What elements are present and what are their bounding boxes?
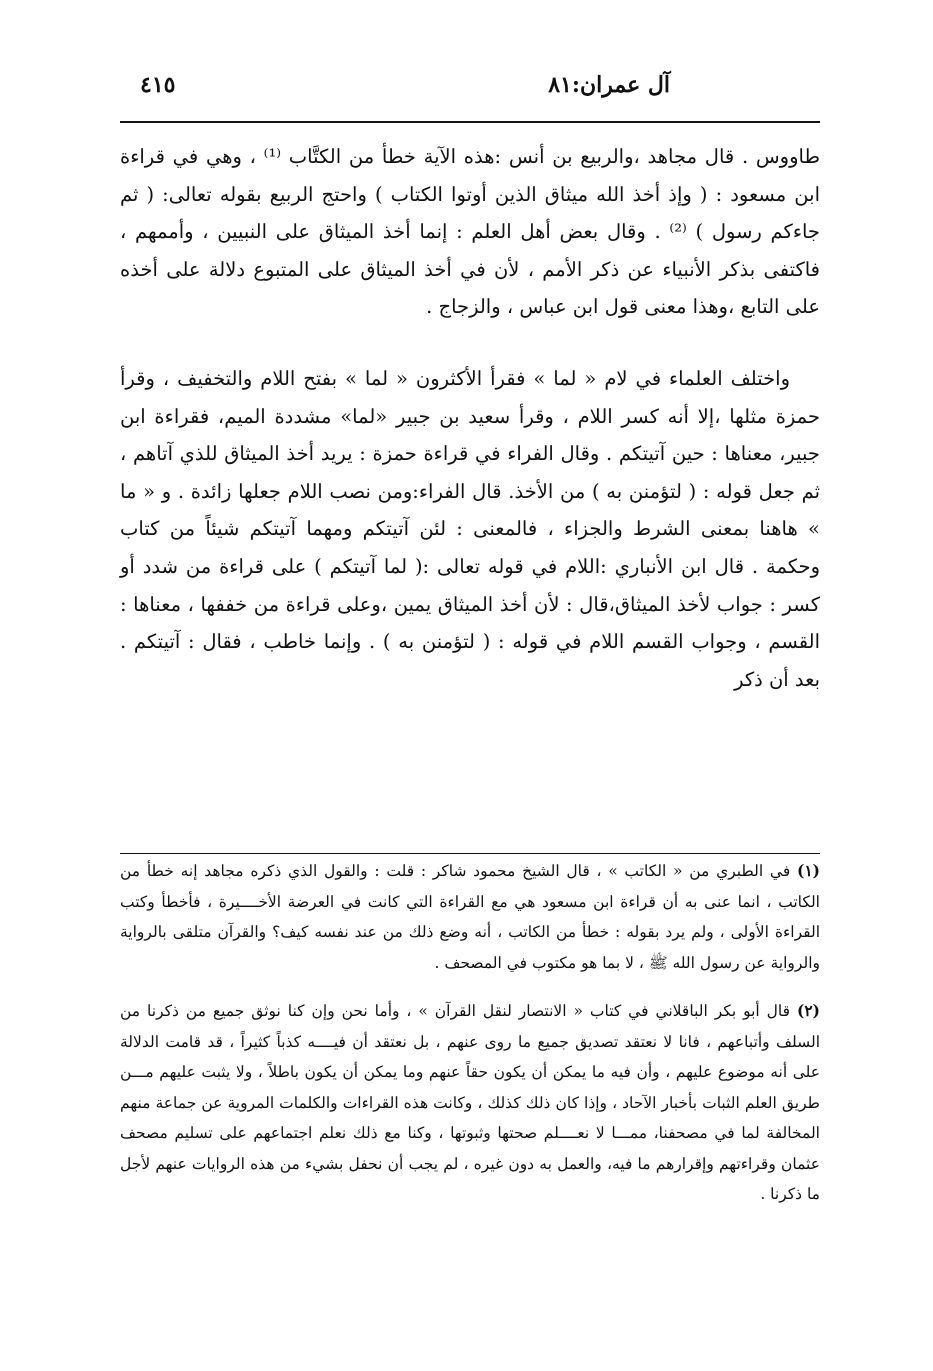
paragraph-2: واختلف العلماء في لام « لما » فقرأ الأكثرون « لما » بفتح اللام والتخفيف ، وقرأ حمزة مثلها ،إلا أنه كسر اللام ، وقرأ سعيد بن جبير «لما» مشددة الميم، فقراءة ابن جبير، معناها : حين آتيتكم . وقال الفراء في قراءة حمزة : يريد أخذ الميثاق للذي آتاهم ، ثم جعل قوله : ( لتؤمنن به ) من الأخذ. قال الفراء:ومن نصب اللام جعلها زائدة . و « ما » هاهنا بمعنى الشرط والجزاء ، فالمعنى : لئن آتيتكم ومهما آتيتكم شيئاً من كتاب وحكمة . قال ابن الأنباري :اللام في قوله تعالى :( لما آتيتكم ) على قراءة من شدد أو كسر : جواب لأخذ الميثاق،قال : لأن أخذ الميثاق يمين ،وعلى قراءة من خففها ، معناها : القسم ، وجواب القسم اللام في قوله : ( لتؤمنن به ) . وإنما خاطب ، فقال : آتيتكم . بعد أن ذكر [120,366,820,691]
page-header [120,68,820,108]
footnote-text: في الطبري من « الكاتب » ، قال الشيخ محمود شاكر : قلت : والقول الذي ذكره مجاهد إنه خطأ من الكاتب ، انما عنى به أن قراءة ابن مسعود هي مع القراءة التي كانت في العرضة الأخــــيرة ، فأخطأ وكتب القراءة الأولى ، ولم يرد بقوله : خطأ من الكاتب ، أنه وضع ذلك من عند نفسه كيف؟ والقرآن متلقى بالرواية والرواية عن رسول الله ﷺ ، لا بما هو مكتوب في المصحف . [120,862,820,972]
page-number: ٤١٥ [140,72,176,98]
footnote-1 [120,856,820,978]
footnote-divider [120,853,820,854]
footnote-number: (٢) [796,1001,820,1020]
footnote-2 [120,996,820,1210]
paragraph-1: طاووس . قال مجاهد ،والربيع بن أنس :هذه الآية خطأ من الكتَّاب ⁽¹⁾ ، وهي في قراءة ابن مسعود : ( وإذ أخذ الله ميثاق الذين أوتوا الكتاب ) واحتج الربيع بقوله تعالى: ( ثم جاءكم رسول ) ⁽²⁾ . وقال بعض أهل العلم : إنما أخذ الميثاق على النبيين ، وأممهم ، فاكتفى بذكر الأنبياء عن ذكر الأمم ، لأن في أخذ الميثاق على المتبوع دلالة على أخذه على التابع ،وهذا معنى قول ابن عباس ، والزجاج . [120,145,820,319]
book-page [120,0,820,1371]
running-title: آل عمران:٨١ [548,72,670,98]
main-text [120,138,820,698]
footnotes [120,856,820,1210]
footnote-number: (١) [796,861,820,880]
header-divider [120,121,820,123]
footnote-text: قال أبو بكر الباقلاني في كتاب « الانتصار لنقل القرآن » ، وأما نحن وإن كنا نوثق جميع من ذكرنا من السلف وأتباعهم ، فانا لا نعتقد تصديق جميع ما روى عنهم ، بل نعتقد أن فيــــه كذباً كثيراً ، قد قامت الدلالة على أنه موضوع عليهم ، وأن فيه ما يمكن أن يكون حقاً عنهم وما يمكن أن يكون باطلاً ، ولا يثبت عليهم مـــن طريق العلم الثبات بأخبار الآحاد ، وإذا كان ذلك كذلك ، وكانت هذه القراءات والكلمات المروية عن جماعة منهم المخالفة لما في مصحفنا، ممـــا لا نعــــلم صحتها وثبوتها ، وكنا مع ذلك نعلم اجتماعهم على تسليم مصحف عثمان وقراءتهم وإقرارهم ما فيه، والعمل به دون غيره ، لم يجب أن نحفل بشيء من هذه الروايات عنهم لأجل ما ذكرنا . [120,1002,820,1203]
